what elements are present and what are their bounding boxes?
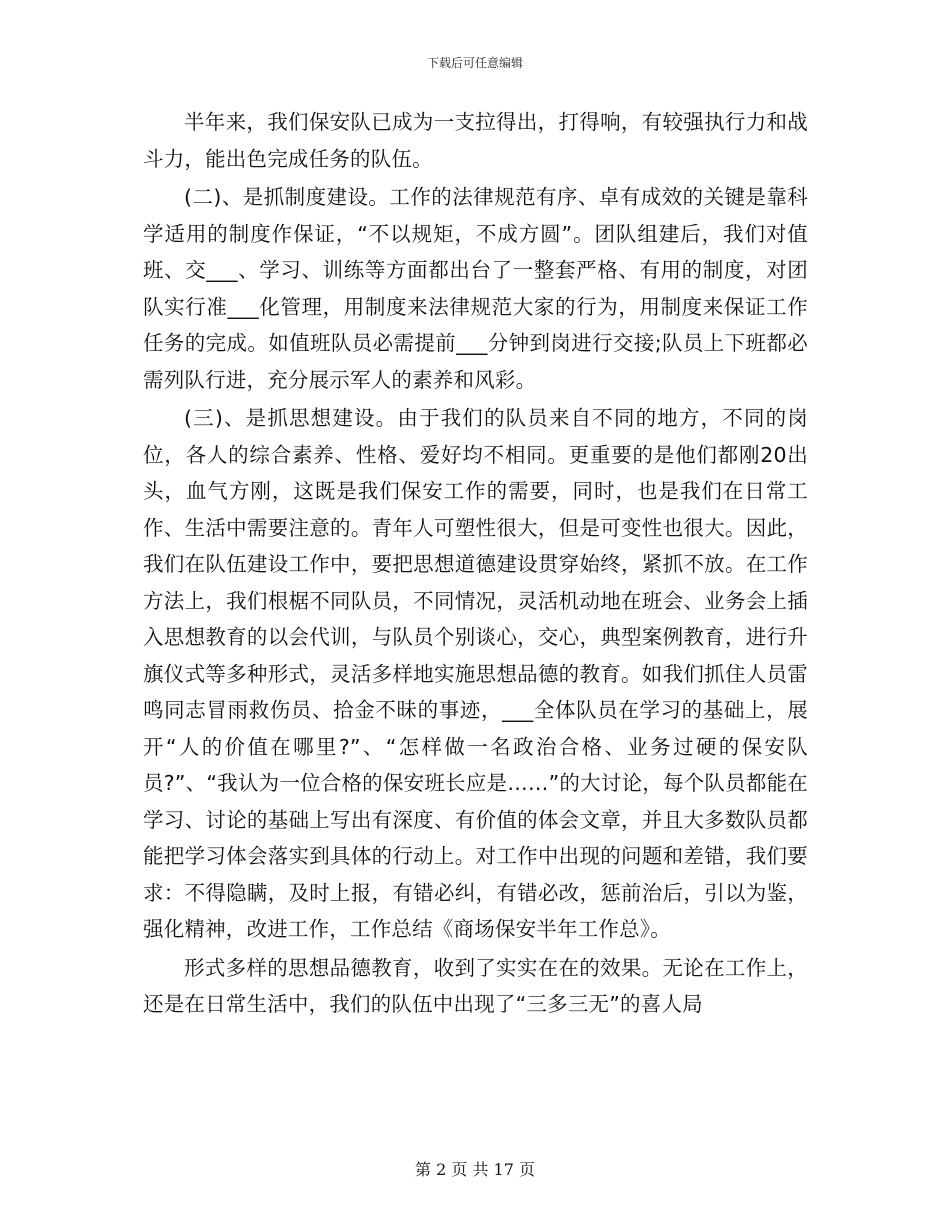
- page-footer: 第 2 页 共 17 页: [415, 1160, 535, 1179]
- paragraph-3: (三)、是抓思想建设。由于我们的队员来自不同的地方，不同的岗位，各人的综合素养、性格、爱好均不相同。更重要的是他们都刚20出头，血气方刚，这既是我们保安工作的需要，同时，也是我们在日常工作、生活中需要注意的。青年人可塑性很大，但是可变性也很大。因此，我们在队伍建设工作中，要把思想道德建设贯穿始终，紧抓不放。在工作方法上，我们根椐不同队员，不同情况，灵活机动地在班会、业务会上插入思想教育的以会代训，与队员个别谈心，交心，典型案例教育，进行升旗仪式等多种形式，灵活多样地实施思想品德的教育。如我们抓住人员雷鸣同志冒雨救伤员、拾金不昧的事迹，___全体队员在学习的基础上，展开“人的价值在哪里?”、“怎样做一名政治合格、业务过硬的保安队员?”、“我认为一位合格的保安班长应是……”的大讨论，每个队员都能在学习、讨论的基础上写出有深度、有价值的体会文章，并且大多数队员都能把学习体会落实到具体的行动上。对工作中出现的问题和差错，我们要求：不得隐瞒，及时上报，有错必纠，有错必改，惩前治后，引以为鉴，强化精神，改进工作，工作总结《商场保安半年工作总》。: [143, 406, 808, 941]
- page-header: 下载后可任意编辑: [426, 56, 523, 70]
- document-body: [143, 104, 808, 1023]
- paragraph-1: 半年来，我们保安队已成为一支拉得出，打得响，有较强执行力和战斗力，能出色完成任务的队伍。: [143, 110, 808, 171]
- paragraph-4: 形式多样的思想品德教育，收到了实实在在的效果。无论在工作上，还是在日常生活中，我们的队伍中出现了“三多三无”的喜人局: [143, 955, 808, 1016]
- paragraph-2: (二)、是抓制度建设。工作的法律规范有序、卓有成效的关键是靠科学适用的制度作保证，“不以规矩，不成方圆”。团队组建后，我们对值班、交___、学习、训练等方面都出台了一整套严格、有用的制度，对团队实行准___化管理，用制度来法律规范大家的行为，用制度来保证工作任务的完成。如值班队员必需提前___分钟到岗进行交接;队员上下班都必需列队行进，充分展示军人的素养和风彩。: [143, 185, 808, 392]
